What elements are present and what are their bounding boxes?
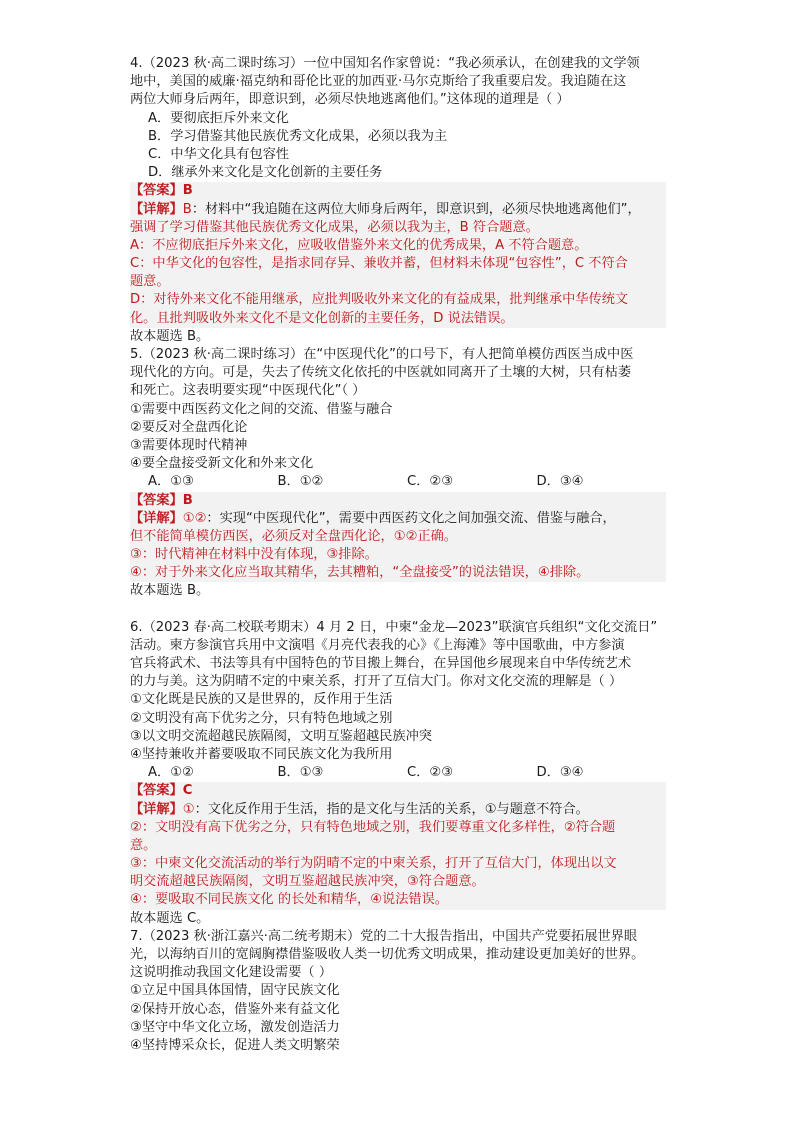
detail-text: 强调了学习借鉴其他民族优秀文化成果，必须以我为主，B 符合题意。: [130, 219, 539, 235]
detail-text: ：对待外来文化不能用继承，应批判吸收外来文化的有益成果，批判继承中华传统文: [140, 292, 629, 308]
detail-line: [130, 801, 666, 819]
detail-line: [130, 273, 666, 291]
detail-text: ：要吸取不同民族文化 的长处和精华，④说法错误。: [141, 892, 448, 908]
detail-text: 明交流超越民族隔阂，文明互鉴超越民族冲突，③符合题意。: [130, 874, 485, 890]
detail-head: ④: [130, 565, 142, 581]
detail-line: [130, 219, 666, 237]
question-stem-line: 的力与美。这为阴晴不定的中柬关系，打开了互信大门。你对文化交流的理解是（ ）: [130, 674, 623, 690]
detail-label: 【详解】: [130, 510, 183, 526]
statement-item: ①文化既是民族的又是世界的，反作用于生活: [130, 692, 393, 708]
answer-line: [130, 492, 666, 510]
detail-text: ：不应彻底拒斥外来文化，应吸收借鉴外来文化的优秀成果，A 不符合题意。: [139, 237, 588, 253]
question-stem-line: 这说明推动我国文化建设需要（ ）: [130, 965, 333, 981]
detail-line: [130, 510, 666, 528]
detail-line: [130, 910, 666, 928]
detail-text: ：中柬文化交流活动的举行为阴晴不定的中柬关系，打开了互信大门，体现出以文: [141, 856, 617, 872]
question-q5: [130, 346, 666, 601]
question-stem-line: 地中，美国的威廉·福克纳和哥伦比亚的加西亚·马尔克斯给了我重要启发。我追随在这: [130, 74, 627, 90]
detail-text: ：文化反作用于生活，指的是文化与生活的关系，①与题意不符合。: [194, 801, 589, 817]
detail-line: [130, 891, 666, 909]
detail-text: 故本题选 B。: [130, 328, 210, 344]
answer-line: [130, 782, 666, 800]
question-q4: [130, 55, 666, 346]
detail-text: ：对于外来文化应当取其精华，去其糟粕，“全盘接受”的说法错误，④排除。: [141, 565, 590, 581]
detail-line: [130, 237, 666, 255]
detail-text: ：材料中“我追随在这两位大师身后两年，即意识到，必须尽快地逃离他们”，: [191, 201, 641, 217]
detail-line: [130, 528, 666, 546]
detail-line: [130, 564, 666, 582]
detail-text: 意。: [130, 837, 157, 853]
detail-line: [130, 201, 666, 219]
detail-text: 故本题选 C。: [130, 910, 210, 926]
answer-value: B: [182, 492, 193, 508]
detail-head: ③: [130, 547, 142, 563]
detail-text: ：实现“中医现代化”，需要中西医药文化之间加强交流、借鉴与融合，: [206, 510, 616, 526]
detail-head: ①: [182, 801, 195, 817]
question-q6: [130, 619, 666, 928]
answer-line: [130, 182, 666, 200]
option-item: A．要彻底拒斥外来文化: [148, 110, 289, 126]
detail-line: [130, 546, 666, 564]
detail-text: 题意。: [130, 274, 170, 290]
answer-value: C: [182, 783, 193, 799]
statement-item: ②要反对全盘西化论: [130, 419, 248, 435]
question-stem-line: 现代化的方向。可是，失去了传统文化依托的中医就如同离开了土壤的大树，只有枯萎: [130, 365, 632, 381]
detail-head: ②: [130, 819, 142, 835]
statement-item: ③以文明交流超越民族隔阂，文明互鉴超越民族冲突: [130, 728, 432, 744]
detail-label: 【详解】: [130, 801, 183, 817]
detail-label: 【详解】: [130, 201, 183, 217]
detail-head: A: [130, 237, 140, 253]
detail-head: D: [130, 292, 141, 308]
statement-item: ③坚守中华文化立场，激发创造活力: [130, 1019, 340, 1035]
option-3: D．③④: [536, 474, 584, 490]
statement-item: ②保持开放心态，借鉴外来有益文化: [130, 1001, 340, 1017]
answer-label: 【答案】: [130, 783, 183, 799]
statement-item: ①需要中西医药文化之间的交流、借鉴与融合: [130, 401, 393, 417]
options-row: [130, 473, 666, 491]
statement-item: ④坚持兼收并蓄要吸取不同民族文化为我所用: [130, 746, 393, 762]
detail-line: [130, 873, 666, 891]
detail-line: [130, 310, 666, 328]
question-q7: [130, 928, 666, 1055]
detail-line: [130, 291, 666, 309]
detail-text: 故本题选 B。: [130, 583, 210, 599]
detail-line: [130, 855, 666, 873]
detail-head: ①②: [182, 510, 207, 526]
detail-line: [130, 255, 666, 273]
spacer: [130, 601, 666, 619]
question-stem-line: 6.（2023 春·高二校联考期末）4 月 2 日，中柬“金龙—2023”联演官兵组织“文化交流日”: [130, 619, 658, 635]
detail-text: ：中华文化的包容性，是指求同存异、兼收并蓄，但材料未体现“包容性”，C 不符合: [139, 256, 628, 272]
option-0: A．①②: [148, 765, 194, 781]
question-stem-line: 4.（2023 秋·高二课时练习）一位中国知名作家曾说：“我必须承认，在创建我的文学领: [130, 56, 640, 71]
detail-head: ③: [130, 856, 142, 872]
detail-head: ④: [130, 892, 142, 908]
statement-item: ①立足中国具体国情，固守民族文化: [130, 983, 340, 999]
detail-line: [130, 819, 666, 837]
option-item: C．中华文化具有包容性: [148, 146, 290, 162]
options-row: [130, 764, 666, 782]
statement-item: ③需要体现时代精神: [130, 437, 248, 453]
answer-label: 【答案】: [130, 183, 183, 199]
detail-text: 化。且批判吸收外来文化不是文化创新的主要任务，D 说法错误。: [130, 310, 514, 326]
detail-head: C: [130, 256, 140, 272]
question-stem-line: 官兵将武术、书法等具有中国特色的节目搬上舞台，在异国他乡展现来自中华传统艺术: [130, 656, 632, 671]
option-item: B．学习借鉴其他民族优秀文化成果，必须以我为主: [148, 128, 448, 144]
question-stem-line: 活动。柬方参演官兵用中文演唱《月亮代表我的心》《上海滩》等中国歌曲，中方参演: [130, 637, 625, 653]
detail-line: [130, 582, 666, 600]
detail-line: [130, 328, 666, 346]
option-item: D．继承外来文化是文化创新的主要任务: [148, 165, 383, 181]
question-stem-line: 5.（2023 秋·高二课时练习）在“中医现代化”的口号下，有人把简单模仿西医当成中医: [130, 347, 634, 362]
question-stem-line: 7.（2023 秋·浙江嘉兴·高二统考期末）党的二十大报告指出，中国共产党要拓展世界眼: [130, 928, 638, 944]
option-1: B．①③: [277, 765, 324, 781]
question-stem-line: 和死亡。这表明要实现“中医现代化”（ ）: [130, 383, 366, 399]
detail-text: ：时代精神在材料中没有体现，③排除。: [141, 547, 378, 563]
detail-head: B: [182, 201, 192, 217]
answer-value: B: [182, 183, 193, 199]
option-1: B．①②: [277, 474, 324, 490]
option-2: C．②③: [407, 474, 454, 490]
option-3: D．③④: [536, 765, 584, 781]
detail-line: [130, 837, 666, 855]
answer-label: 【答案】: [130, 492, 183, 508]
statement-item: ②文明没有高下优劣之分，只有特色地域之别: [130, 710, 393, 726]
question-content: [130, 55, 666, 1055]
statement-item: ④坚持博采众长，促进人类文明繁荣: [130, 1037, 340, 1053]
statement-item: ④要全盘接受新文化和外来文化: [130, 456, 314, 472]
option-0: A．①③: [148, 474, 194, 490]
question-stem-line: 两位大师身后两年，即意识到，必须尽快地逃离他们。”这体现的道理是（ ）: [130, 92, 570, 108]
detail-text: 但不能简单模仿西医，必须反对全盘西化论，①②正确。: [130, 528, 457, 544]
question-stem-line: 光，以海纳百川的宽阔胸襟借鉴吸收人类一切优秀文明成果，推动建设更加美好的世界。: [130, 947, 645, 962]
option-2: C．②③: [407, 765, 454, 781]
detail-text: ：文明没有高下优劣之分，只有特色地域之别，我们要尊重文化多样性，②符合题: [141, 819, 616, 835]
